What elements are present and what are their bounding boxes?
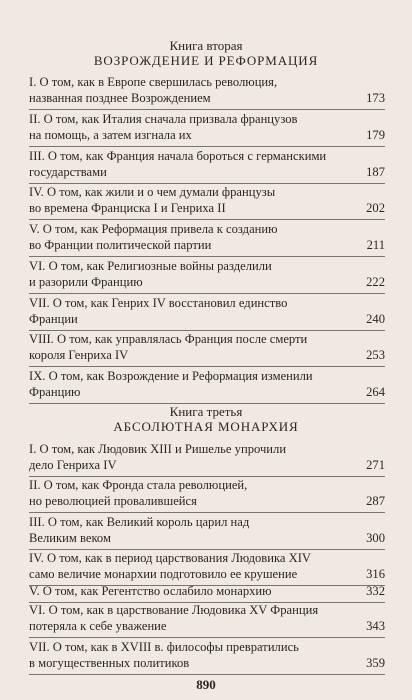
toc-entry-text: III. О том, как Великий король царил над <box>29 515 250 529</box>
toc-page-number: 253 <box>366 348 385 362</box>
toc-entry[interactable] <box>29 184 385 220</box>
toc-page-number: 240 <box>366 312 385 326</box>
toc-entry-text: короля Генриха IV <box>29 348 129 362</box>
toc-entry[interactable] <box>29 368 385 404</box>
toc-entry-text: I. О том, как Людовик XIII и Ришелье упрочили <box>29 442 287 456</box>
toc-entry-text: в могущественных политиков <box>29 656 190 670</box>
toc-page-number: 211 <box>366 238 385 252</box>
toc-page-number: 179 <box>366 128 385 142</box>
toc-entry-text: само величие монархии подготовило ее крушение <box>29 567 298 581</box>
toc-page-number: 202 <box>366 201 385 215</box>
book-title: ВОЗРОЖДЕНИЕ И РЕФОРМАЦИЯ <box>93 53 319 68</box>
toc-entry[interactable] <box>29 602 385 638</box>
toc-entry-last-line <box>29 237 385 253</box>
toc-entry-text: но революцией провалившейся <box>29 494 197 508</box>
toc-page-number: 173 <box>366 91 385 105</box>
toc-entry[interactable] <box>29 258 385 294</box>
toc-entry-text: дело Генриха IV <box>29 458 117 472</box>
toc-page-number: 316 <box>366 567 385 581</box>
toc-entry-text: II. О том, как Фронда стала революцией, <box>29 478 248 492</box>
toc-entry[interactable] <box>29 148 385 184</box>
book-header <box>0 38 412 68</box>
toc-page-number: 332 <box>366 584 385 598</box>
toc-entry-last-line <box>29 311 385 327</box>
toc-entry-last-line <box>29 90 385 106</box>
toc-entry-last-line <box>29 274 385 290</box>
toc-entry-text: IV. О том, как жили и о чем думали французы <box>29 185 276 199</box>
toc-entry[interactable] <box>29 477 385 513</box>
toc-entry-text: Великим веком <box>29 531 111 545</box>
toc-entry[interactable] <box>29 441 385 477</box>
toc-entry-text: VIII. О том, как управлялась Франция после смерти <box>29 332 308 346</box>
toc-entry-text: II. О том, как Италия сначала призвала французов <box>29 112 298 126</box>
toc-page-number: 300 <box>366 531 385 545</box>
toc-entry-text: потеряла к себе уважение <box>29 619 167 633</box>
toc-entry[interactable] <box>29 74 385 110</box>
toc-entry-last-line <box>29 655 385 671</box>
toc-page-number: 271 <box>366 458 385 472</box>
toc-entry-text: во времена Франциска I и Генриха II <box>29 201 226 215</box>
toc-entry[interactable] <box>29 331 385 367</box>
toc-entry-text: и разорили Францию <box>29 275 143 289</box>
toc-entry-text: V. О том, как Регентство ослабило монархию <box>29 584 272 598</box>
toc-entry-text: во Франции политической партии <box>29 238 212 252</box>
toc-entry-last-line <box>29 457 385 473</box>
toc-entry[interactable] <box>29 550 385 586</box>
toc-entry-last-line <box>29 164 385 180</box>
toc-entry-text: V. О том, как Реформация привела к созданию <box>29 222 278 236</box>
toc-entry-text: IV. О том, как в период царствования Людовика XIV <box>29 551 312 565</box>
toc-page-number: 187 <box>366 165 385 179</box>
toc-entry-text: на помощь, а затем изгнала их <box>29 128 192 142</box>
toc-entry-text: IX. О том, как Возрождение и Реформация изменили <box>29 369 313 383</box>
toc-entry[interactable] <box>29 295 385 331</box>
book-title: АБСОЛЮТНАЯ МОНАРХИЯ <box>113 419 299 434</box>
toc-entry[interactable] <box>29 583 385 603</box>
toc-entry-last-line <box>29 493 385 509</box>
page-number: 890 <box>196 677 216 692</box>
toc-entry-last-line <box>29 347 385 363</box>
toc-entry[interactable] <box>29 111 385 147</box>
toc-page-number: 264 <box>366 385 385 399</box>
toc-entry-text: VI. О том, как в царствование Людовика XV Франция <box>29 603 319 617</box>
toc-page-number: 222 <box>366 275 385 289</box>
toc-entry-text: III. О том, как Франция начала бороться с германскими <box>29 149 327 163</box>
toc-page-number: 287 <box>366 494 385 508</box>
book-label: Книга третья <box>169 404 243 419</box>
toc-entry-last-line <box>29 530 385 546</box>
toc-entry-last-line <box>29 200 385 216</box>
toc-entry-last-line <box>29 384 385 400</box>
toc-entry-text: названная позднее Возрождением <box>29 91 211 105</box>
toc-entry-last-line <box>29 618 385 634</box>
toc-page-number: 359 <box>366 656 385 670</box>
toc-entry-text: VII. О том, как Генрих IV восстановил единство <box>29 296 288 310</box>
toc-entry-text: VII. О том, как в XVIII в. философы превратились <box>29 640 299 654</box>
toc-entry-last-line <box>29 566 385 582</box>
book-header <box>0 404 412 434</box>
toc-page-number: 343 <box>366 619 385 633</box>
toc-entry[interactable] <box>29 639 385 675</box>
toc-entry[interactable] <box>29 221 385 257</box>
toc-entry[interactable] <box>29 514 385 550</box>
toc-entry-text: государствами <box>29 165 107 179</box>
toc-entry-text: Франции <box>29 312 78 326</box>
toc-entry-text: Францию <box>29 385 81 399</box>
toc-entry-text: I. О том, как в Европе свершилась революция, <box>29 75 278 89</box>
toc-entry-last-line <box>29 583 385 599</box>
toc-entry-last-line <box>29 127 385 143</box>
toc-entry-text: VI. О том, как Религиозные войны разделили <box>29 259 272 273</box>
book-label: Книга вторая <box>169 38 243 53</box>
